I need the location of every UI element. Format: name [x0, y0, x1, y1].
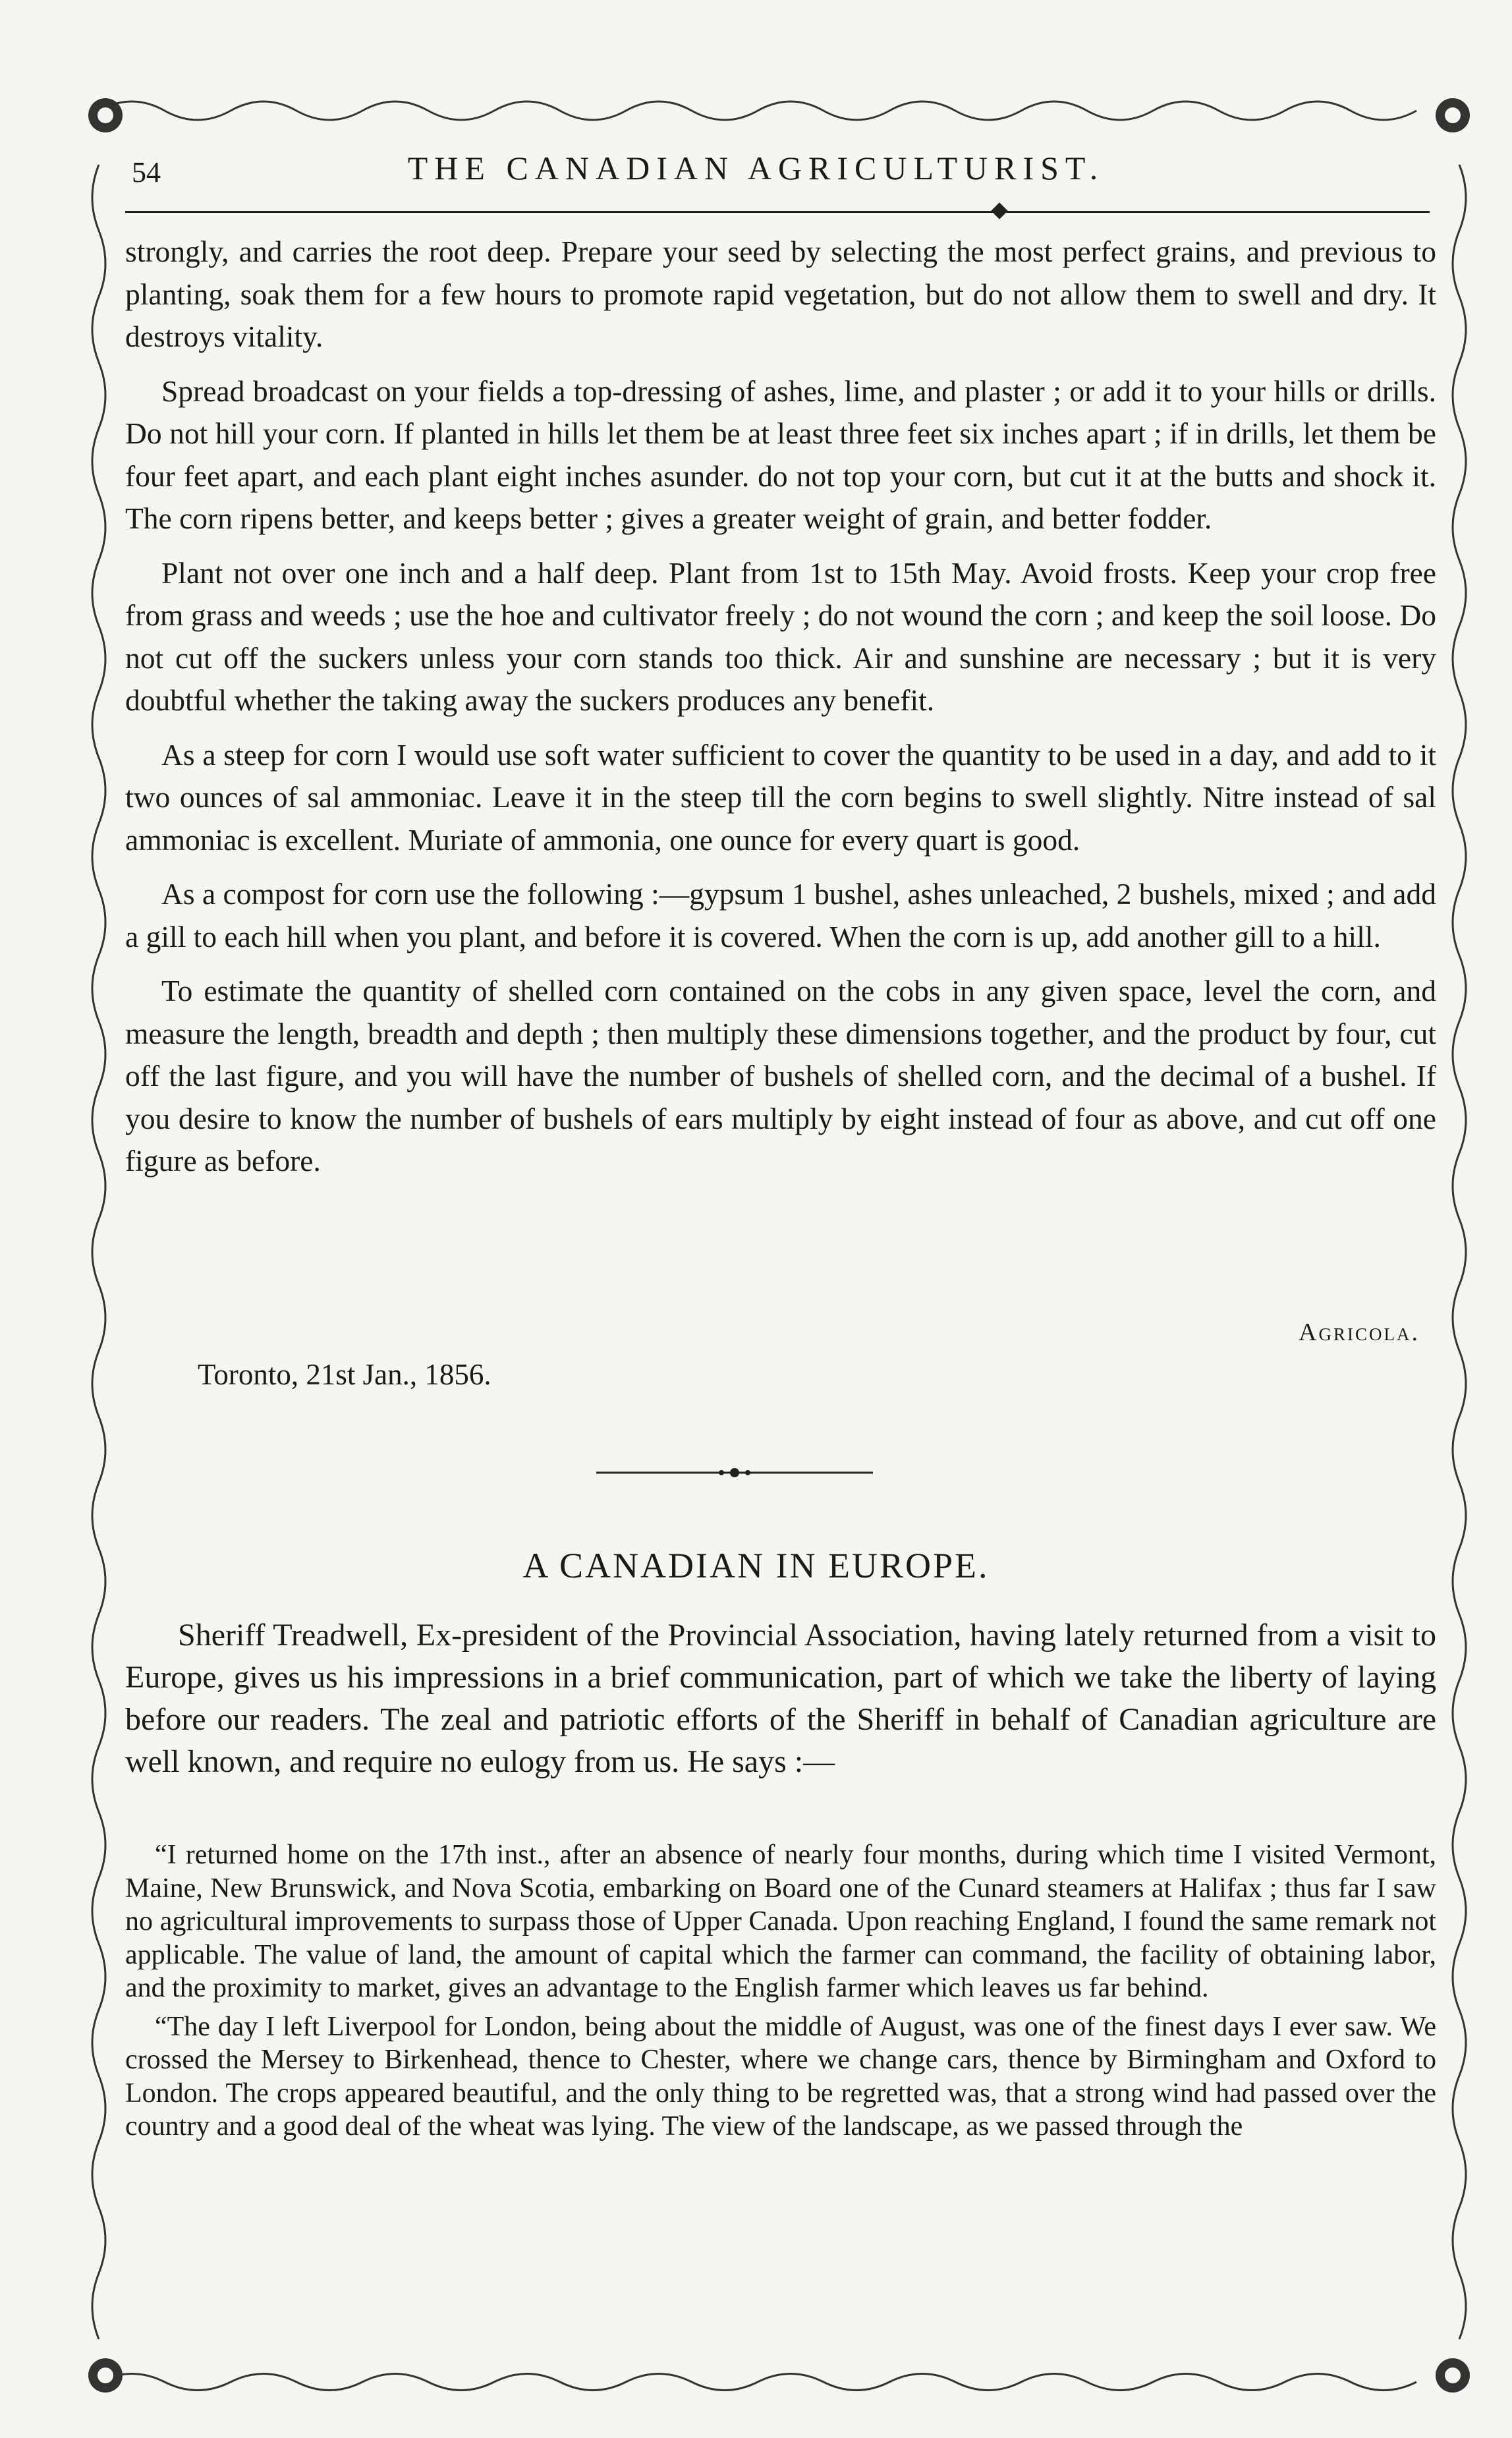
dateline: Toronto, 21st Jan., 1856. — [198, 1358, 491, 1391]
paragraph: As a compost for corn use the following :—gypsum 1 bushel, ashes unleached, 2 bushels, mixed ; and add a gill to each hill when you plant, and before it is covered. When the corn is up, add another gill to a hill. — [125, 877, 1436, 953]
quoted-letter — [125, 1838, 1436, 2149]
paragraph: Plant not over one inch and a half deep. Plant from 1st to 15th May. Avoid frosts. Keep your crop free from grass and weeds ; use the hoe and cultivator freely ; do not wound the corn ; and keep the soil loose. Do not cut off the suckers unless your corn stands too thick. Air and sunshine are necessary ; but it is very doubtful whether the taking away the suckers produces any benefit. — [125, 555, 1436, 717]
article-body — [125, 231, 1436, 1195]
paragraph: As a steep for corn I would use soft water sufficient to cover the quantity to be used in a day, and add to it two ounces of sal ammoniac. Leave it in the steep till the corn begins to swell slightly. Nitre instead of sal ammoniac is excellent. Muriate of ammonia, one ounce for every quart is good. — [125, 737, 1436, 857]
article-heading: A CANADIAN IN EUROPE. — [522, 1546, 990, 1585]
section-separator — [596, 1465, 873, 1481]
paragraph: Spread broadcast on your fields a top-dressing of ashes, lime, and plaster ; or add it to your hills or drills. Do not hill your corn. If planted in hills let them be at least three feet six inches apart ; if in drills, let them be four feet apart, and each plant eight inches asunder. do not top your corn, but cut it at the butts and shock it. The corn ripens better, and keeps better ; gives a greater weight of grain, and better fodder. — [125, 374, 1436, 535]
paragraph: strongly, and carries the root deep. Prepare your seed by selecting the most perfect grains, and previous to planting, soak them for a few hours to promote rapid vegetation, but do not allow them to swell and dry. It destroys vitality. — [125, 235, 1436, 353]
running-title: THE CANADIAN AGRICULTURIST. — [407, 150, 1105, 186]
header-rule — [125, 211, 1430, 213]
paragraph: “The day I left Liverpool for London, being about the middle of August, was one of the finest days I ever saw. We crossed the Mersey to Birkenhead, thence to Chester, where we change cars, thence by Birmingham and Oxford to London. The crops appeared beautiful, and the only thing to be regretted was, that a strong wind had passed over the country and a good deal of the wheat was lying. The view of the landscape, as we passed through the — [125, 2011, 1436, 2141]
article-intro — [125, 1614, 1436, 1783]
author-signature: Agricola. — [1299, 1318, 1420, 1346]
paragraph: Sheriff Treadwell, Ex-president of the Provincial Association, having lately returned from a visit to Europe, gives us his impressions in a brief communication, part of which we take the liberty of laying before our readers. The zeal and patriotic efforts of the Sheriff in behalf of Canadian agriculture are well known, and require no eulogy from us. He says :— — [125, 1618, 1436, 1779]
paragraph: To estimate the quantity of shelled corn contained on the cobs in any given space, level the corn, and measure the length, breadth and depth ; then multiply these dimensions together, and the product by four, cut off the last figure, and you will have the number of bushels of shelled corn, and the decimal of a bushel. If you desire to know the number of bushels of ears multiply by eight instead of four as above, and cut off one figure as before. — [125, 974, 1436, 1177]
page-number: 54 — [132, 156, 161, 188]
paragraph: “I returned home on the 17th inst., after an absence of nearly four months, during which time I visited Vermont, Maine, New Brunswick, and Nova Scotia, embarking on Board one of the Cunard steamers at Halifax ; thus far I saw no agricultural improvements to surpass those of Upper Canada. Upon reaching England, I found the same remark not applicable. The value of land, the amount of capital which the farmer can command, the facility of obtaining labor, and the proximity to market, gives an advantage to the English farmer which leaves us far behind. — [125, 1840, 1436, 2003]
